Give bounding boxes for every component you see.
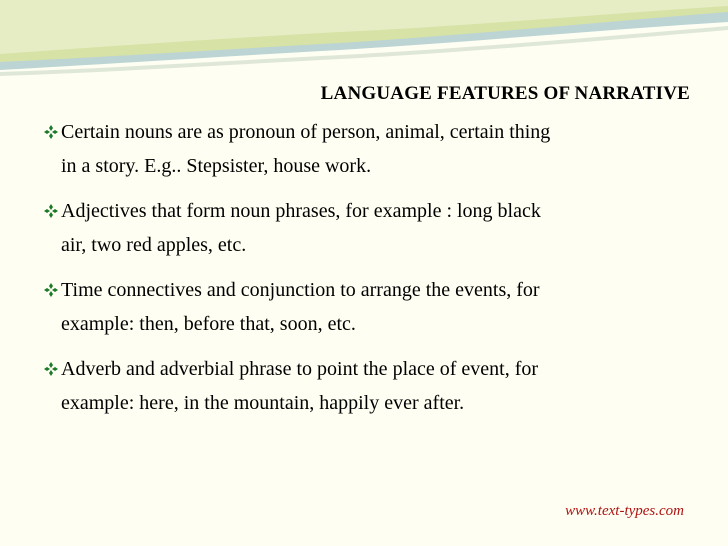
bullet-text-line: Adjectives that form noun phrases, for example : long black	[61, 200, 541, 222]
bullet-text-line: example: then, before that, soon, etc.	[61, 313, 356, 335]
bullet-text-line: in a story. E.g.. Stepsister, house work.	[61, 155, 372, 177]
list-item	[44, 355, 704, 427]
bullet-text-line: air, two red apples, etc.	[61, 234, 247, 256]
bullet-list	[44, 118, 704, 434]
list-item	[44, 118, 704, 190]
slide-title: LANGUAGE FEATURES OF NARRATIVE	[320, 83, 690, 104]
header-wave-decoration	[0, 0, 728, 80]
bullet-text-line: example: here, in the mountain, happily ever after.	[61, 392, 465, 414]
footer-url: www.text-types.com	[565, 503, 684, 519]
diamond-bullet-icon	[44, 125, 58, 139]
list-item	[44, 276, 704, 348]
diamond-bullet-icon	[44, 283, 58, 297]
bullet-text-line: Adverb and adverbial phrase to point the place of event, for	[61, 358, 539, 380]
diamond-bullet-icon	[44, 204, 58, 218]
bullet-text-line: Time connectives and conjunction to arrange the events, for	[61, 279, 540, 301]
diamond-bullet-icon	[44, 362, 58, 376]
list-item	[44, 197, 704, 269]
bullet-text-line: Certain nouns are as pronoun of person, animal, certain thing	[61, 121, 551, 143]
